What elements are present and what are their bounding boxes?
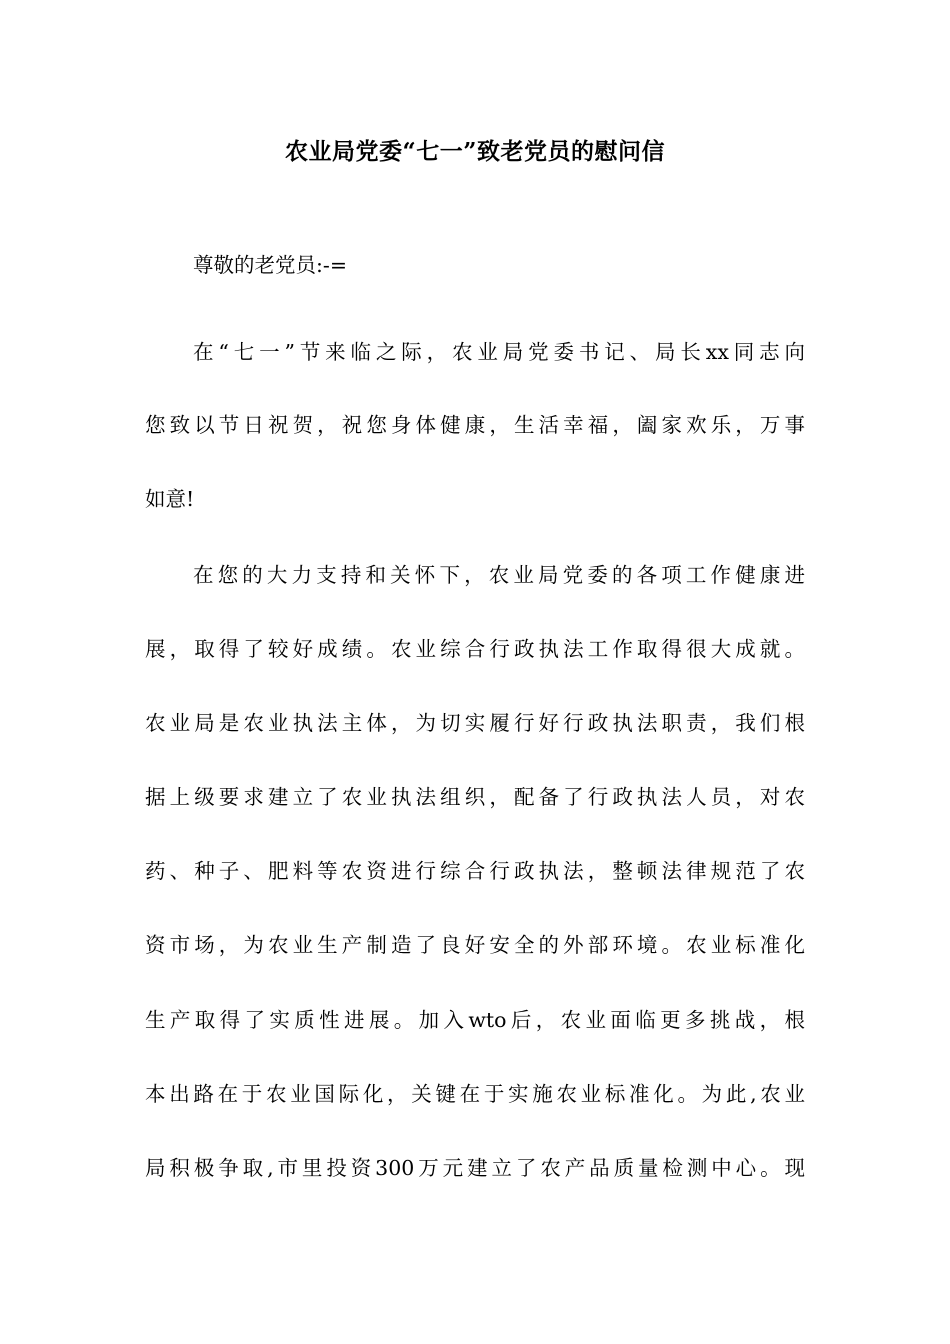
paragraph-line: 据上级要求建立了农业执法组织，配备了行政执法人员，对农 bbox=[145, 785, 805, 809]
paragraph-line: 如意! bbox=[145, 487, 195, 511]
paragraph-line: 生产取得了实质性进展。加入wto后，农业面临更多挑战，根 bbox=[145, 1008, 805, 1032]
paragraph-line: 局积极争取,市里投资300万元建立了农产品质量检测中心。现 bbox=[145, 1156, 805, 1180]
document-title: 农业局党委“七一”致老党员的慰问信 bbox=[285, 138, 665, 165]
salutation: 尊敬的老党员:-= bbox=[193, 253, 348, 277]
paragraph-line: 展，取得了较好成绩。农业综合行政执法工作取得很大成就。 bbox=[145, 637, 805, 661]
paragraph-line: 农业局是农业执法主体，为切实履行好行政执法职责，我们根 bbox=[145, 711, 805, 735]
paragraph-line: 在“七一”节来临之际，农业局党委书记、局长xx同志向 bbox=[193, 340, 805, 364]
paragraph-line: 您致以节日祝贺，祝您身体健康，生活幸福，阖家欢乐，万事 bbox=[145, 413, 805, 437]
paragraph-line: 在您的大力支持和关怀下，农业局党委的各项工作健康进 bbox=[193, 563, 805, 587]
paragraph-line: 药、种子、肥料等农资进行综合行政执法，整顿法律规范了农 bbox=[145, 859, 805, 883]
paragraph-line: 资市场，为农业生产制造了良好安全的外部环境。农业标准化 bbox=[145, 933, 805, 957]
paragraph-line: 本出路在于农业国际化，关键在于实施农业标准化。为此,农业 bbox=[145, 1082, 805, 1106]
